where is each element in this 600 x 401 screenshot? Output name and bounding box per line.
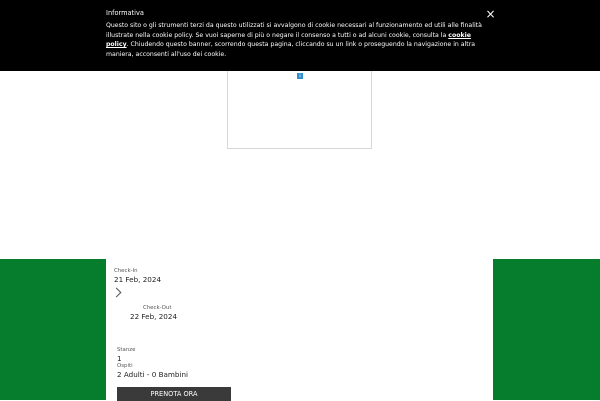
checkout-label: Check-Out — [143, 305, 172, 311]
cookie-banner — [0, 0, 600, 71]
cookie-banner-title: Informativa — [106, 9, 144, 17]
rooms-label: Stanze — [117, 347, 136, 353]
booking-panel — [106, 259, 493, 400]
cookie-text-part1: Questo sito o gli strumenti terzi da questo utilizzati si avvalgono di cookie necessari al funzionamento ed utili alle finalità illustrate nella cookie policy. Se vuoi saperne di più o negare il consenso a tutti o ad alcuni cookie, consulta la — [106, 22, 482, 39]
ad-frame[interactable] — [227, 71, 372, 149]
checkin-date[interactable]: 21 Feb, 2024 — [114, 275, 162, 284]
chevron-right-icon — [112, 288, 122, 298]
guests-label: Ospiti — [117, 363, 133, 369]
guests-value[interactable]: 2 Adulti - 0 Bambini — [117, 370, 189, 379]
checkin-label: Check-In — [114, 268, 138, 274]
rooms-value[interactable]: 1 — [117, 354, 122, 363]
ad-info-icon[interactable]: i — [297, 73, 303, 79]
cookie-banner-text — [106, 21, 491, 59]
cookie-policy-link[interactable]: cookie policy — [106, 31, 471, 49]
checkout-date[interactable]: 22 Feb, 2024 — [130, 312, 178, 321]
close-icon[interactable]: × — [485, 7, 496, 21]
cookie-text-part2: . Chiudendo questo banner, scorrendo questa pagina, cliccando su un link o proseguendo la navigazione in altra maniera, acconsenti all'uso dei cookie. — [106, 41, 476, 58]
book-now-button[interactable]: PRENOTA ORA — [117, 387, 231, 401]
